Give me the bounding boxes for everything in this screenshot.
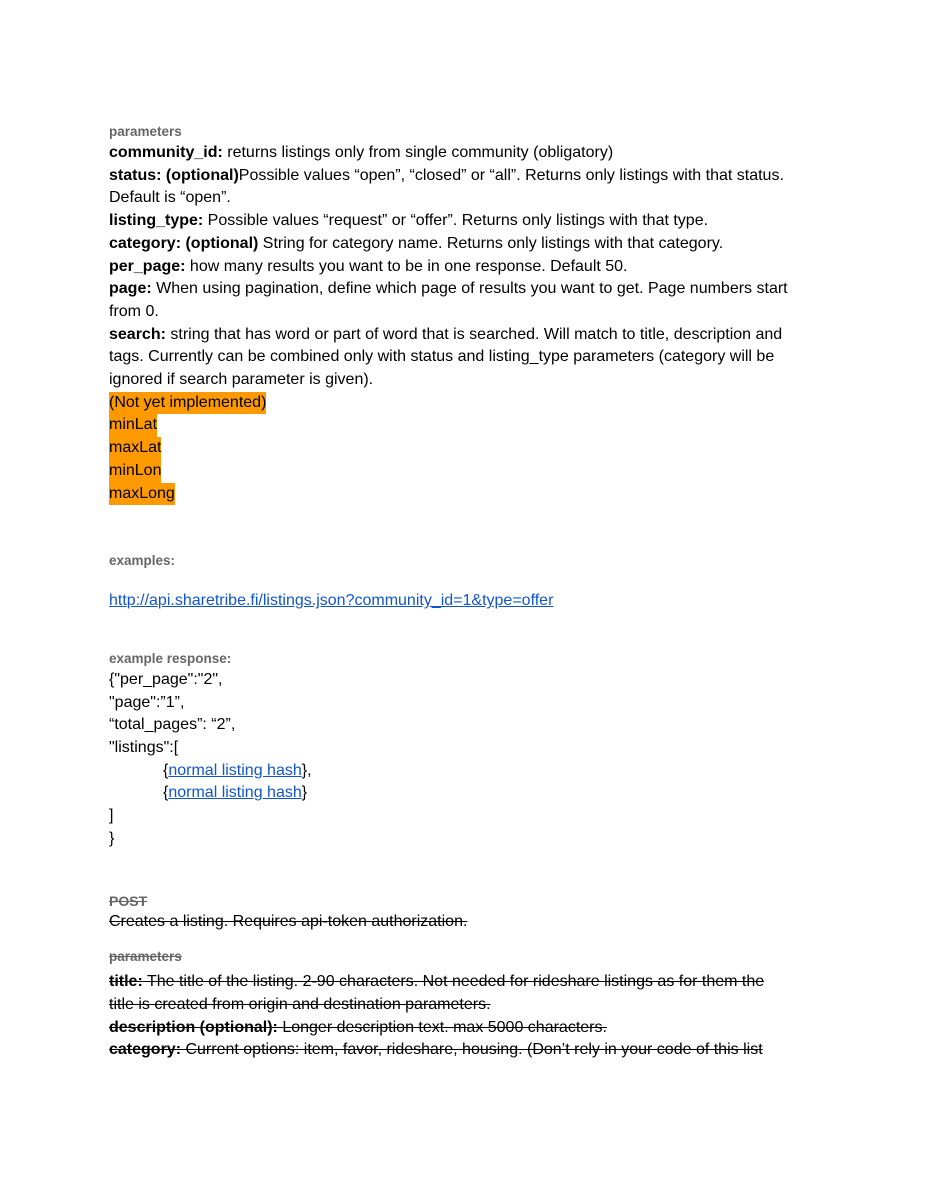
- param-per-page: [109, 256, 829, 279]
- post-param-description: [109, 1017, 829, 1040]
- highlighted-text: (Not yet implemented): [109, 392, 266, 415]
- example-url-line: [109, 590, 829, 613]
- param-status: [109, 165, 829, 188]
- param-text: String for category name. Returns only listings with that category.: [258, 234, 724, 252]
- brace: },: [301, 761, 312, 779]
- brace: }: [301, 784, 308, 802]
- parameters-heading: parameters: [109, 124, 182, 139]
- response-line: “total_pages”: “2”,: [109, 716, 236, 734]
- normal-listing-hash-link[interactable]: normal listing hash: [168, 761, 302, 779]
- brace: {: [163, 784, 169, 802]
- param-text: Possible values “request” or “offer”. Returns only listings with that type.: [203, 212, 709, 230]
- param-text: The title of the listing. 2-90 characters. Not needed for rideshare listings as for them the: [142, 973, 765, 991]
- param-max-lat: [109, 437, 829, 460]
- param-key: title:: [109, 973, 143, 991]
- post-param-title: [109, 971, 829, 994]
- param-text: how many results you want to be in one response. Default 50.: [185, 257, 628, 275]
- param-page: [109, 278, 829, 301]
- param-search-cont2: ignored if search parameter is given).: [109, 371, 374, 389]
- response-hash-line: [109, 760, 829, 783]
- param-key: per_page:: [109, 257, 186, 275]
- param-page-cont: from 0.: [109, 302, 159, 320]
- example-url-link[interactable]: http://api.sharetribe.fi/listings.json?community_id=1&type=offer: [109, 592, 554, 610]
- response-line: }: [109, 829, 115, 847]
- response-line: "listings":[: [109, 739, 179, 757]
- param-community-id: [109, 142, 829, 165]
- normal-listing-hash-link[interactable]: normal listing hash: [168, 784, 302, 802]
- param-min-lat: [109, 414, 829, 437]
- param-max-long: [109, 483, 829, 506]
- highlighted-text: minLon: [109, 460, 161, 483]
- response-line: "page":”1”,: [109, 693, 185, 711]
- param-text: Current options: item, favor, rideshare, housing. (Don’t rely in your code of this list: [181, 1041, 763, 1059]
- highlighted-text: maxLat: [109, 437, 161, 460]
- param-key: search:: [109, 325, 166, 343]
- param-text: When using pagination, define which page of results you want to get. Page numbers start: [151, 280, 788, 298]
- response-hash-line: [109, 782, 829, 805]
- param-key: description (optional):: [109, 1018, 278, 1036]
- param-key: category:: [109, 1041, 182, 1059]
- param-search: [109, 324, 829, 347]
- param-key: community_id:: [109, 144, 223, 161]
- param-search-cont: tags. Currently can be combined only with status and listing_type parameters (category will be: [109, 348, 775, 366]
- post-parameters-heading: parameters: [109, 949, 182, 965]
- response-line: ]: [109, 807, 114, 825]
- document-page: [109, 122, 829, 1062]
- brace: {: [163, 761, 169, 779]
- param-text: returns listings only from single community (obligatory): [222, 144, 614, 161]
- param-listing-type: [109, 210, 829, 233]
- example-response-heading: example response:: [109, 650, 232, 666]
- param-text: string that has word or part of word that is searched. Will match to title, description and: [165, 325, 783, 343]
- post-heading: POST: [109, 892, 148, 909]
- param-key: listing_type:: [109, 212, 204, 230]
- param-category: [109, 233, 829, 256]
- param-key: page:: [109, 280, 152, 298]
- post-param-title-cont: title is created from origin and destination parameters.: [109, 995, 491, 1013]
- param-text: Longer description text. max 5000 characters.: [277, 1018, 607, 1036]
- param-status-cont: Default is “open”.: [109, 189, 231, 207]
- post-description: Creates a listing. Requires api-token authorization.: [109, 912, 468, 930]
- param-key: status: (optional): [109, 166, 239, 184]
- highlighted-text: maxLong: [109, 483, 175, 506]
- param-text: Possible values “open”, “closed” or “all”. Returns only listings with that status.: [238, 166, 784, 184]
- param-min-lon: [109, 460, 829, 483]
- post-param-category: [109, 1039, 829, 1062]
- response-line: {"per_page":"2",: [109, 670, 223, 688]
- not-implemented-note: [109, 392, 829, 415]
- highlighted-text: minLat: [109, 414, 157, 437]
- examples-heading: examples:: [109, 553, 176, 569]
- param-key: category: (optional): [109, 234, 259, 252]
